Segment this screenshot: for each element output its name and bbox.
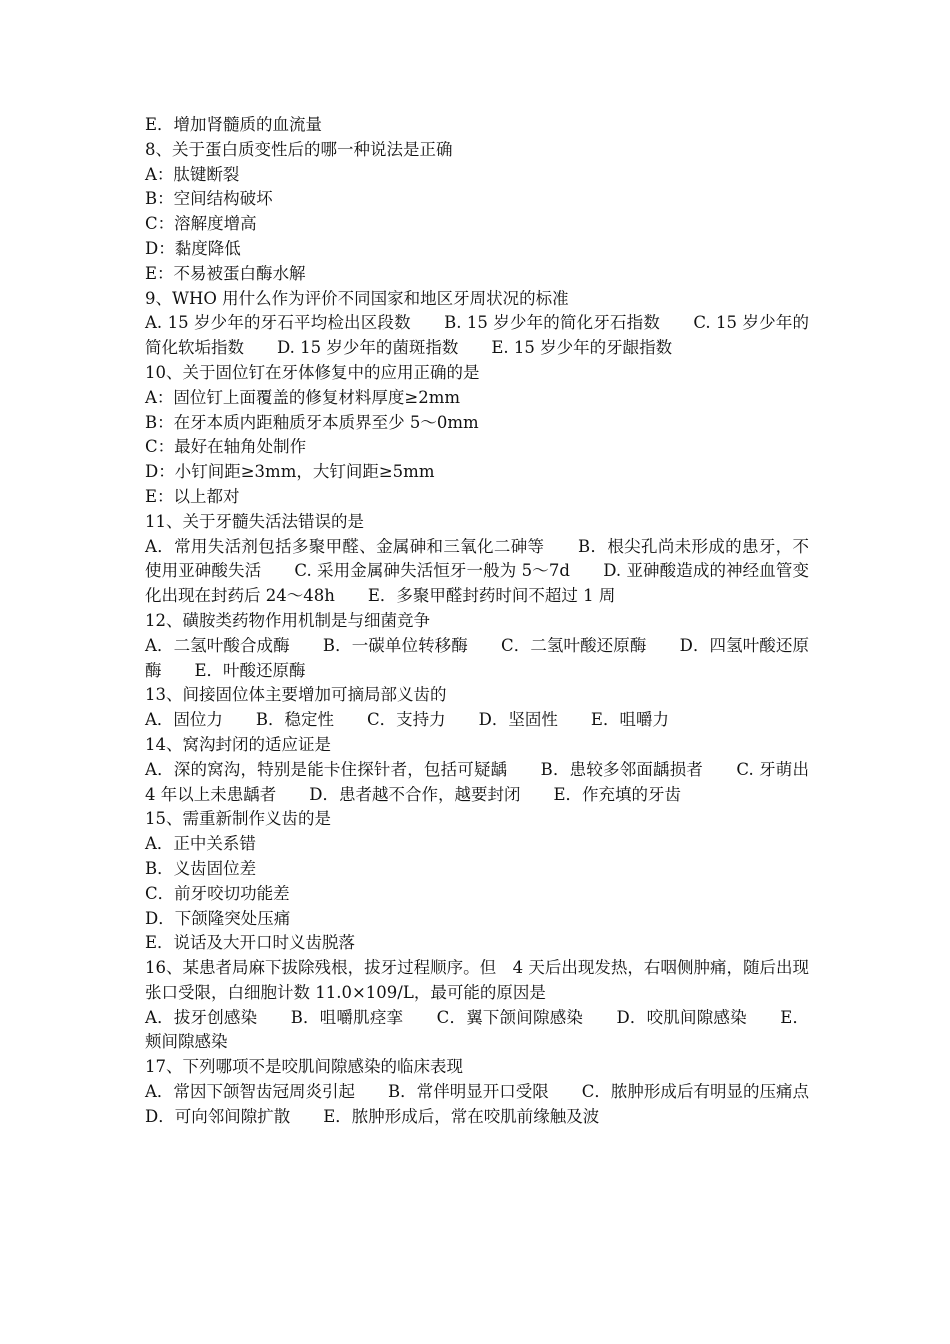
option-line: B．义齿固位差: [145, 858, 257, 878]
question-12: 12、磺胺类药物作用机制是与细菌竞争: [145, 610, 430, 630]
question-9: 9、WHO 用什么作为评价不同国家和地区牙周状况的标准: [145, 288, 569, 308]
question-13: 13、间接固位体主要增加可摘局部义齿的: [145, 685, 447, 705]
option-line: D：黏度降低: [145, 238, 241, 258]
option-line: E：以上都对: [145, 486, 240, 506]
option-line: B：空间结构破坏: [145, 189, 273, 209]
option-line: A：固位钉上面覆盖的修复材料厚度≥2mm: [145, 387, 461, 407]
document-page: [145, 113, 842, 1130]
question-10: 10、关于固位钉在牙体修复中的应用正确的是: [145, 362, 480, 382]
option-line: B：在牙本质内距釉质牙本质界至少 5～0mm: [145, 412, 479, 432]
options-paragraph: A．深的窝沟，特别是能卡住探针者，包括可疑龋 B．患较多邻面龋损者 C. 牙萌出 4 年以上未患龋者 D．患者越不合作，越要封闭 E．作充填的牙齿: [145, 759, 815, 804]
option-line: D：小钉间距≥3mm，大钉间距≥5mm: [145, 462, 435, 482]
options-paragraph: A．二氢叶酸合成酶 B．一碳单位转移酶 C．二氢叶酸还原酶 D．四氢叶酸还原酶 E．叶酸还原酶: [145, 635, 809, 680]
option-line: C：溶解度增高: [145, 214, 257, 234]
option-line: E．增加肾髓质的血流量: [145, 115, 323, 134]
question-15: 15、需重新制作义齿的是: [145, 809, 331, 829]
options-paragraph: A．常用失活剂包括多聚甲醛、金属砷和三氧化二砷等 B．根尖孔尚未形成的患牙，不使用亚砷酸失活 C. 采用金属砷失活恒牙一般为 5～7d D. 亚砷酸造成的神经血管变化出现在封药后 24～48h E．多聚甲醛封药时间不超过 1 周: [145, 536, 809, 606]
question-16: 16、某患者局麻下拔除残根，拔牙过程顺序。但 4 天后出现发热，右咽侧肿痛，随后出现张口受限，白细胞计数 11.0×109/L，最可能的原因是: [145, 958, 809, 1002]
option-line: C：最好在轴角处制作: [145, 437, 307, 457]
options-paragraph: A．常因下颌智齿冠周炎引起 B．常伴明显开口受限 C．脓肿形成后有明显的压痛点 D．可向邻间隙扩散 E．脓肿形成后，常在咬肌前缘触及波: [145, 1082, 842, 1126]
options-paragraph: A．固位力 B．稳定性 C．支持力 D．坚固性 E．咀嚼力: [145, 710, 669, 730]
question-8: 8、关于蛋白质变性后的哪一种说法是正确: [145, 139, 453, 159]
options-paragraph: A．拔牙创感染 B．咀嚼肌痉挛 C．翼下颌间隙感染 D．咬肌间隙感染 E．颊间隙感染: [145, 1007, 809, 1052]
question-11: 11、关于牙髓失活法错误的是: [145, 511, 364, 531]
option-line: E：不易被蛋白酶水解: [145, 263, 306, 283]
option-line: E．说话及大开口时义齿脱落: [145, 933, 356, 953]
option-line: A．正中关系错: [145, 834, 256, 854]
options-paragraph: A. 15 岁少年的牙石平均检出区段数 B. 15 岁少年的简化牙石指数 C. 15 岁少年的简化软垢指数 D. 15 岁少年的菌斑指数 E. 15 岁少年的牙龈指数: [145, 313, 809, 358]
option-line: D．下颌隆突处压痛: [145, 908, 291, 928]
option-line: C．前牙咬切功能差: [145, 883, 290, 903]
question-17: 17、下列哪项不是咬肌间隙感染的临床表现: [145, 1057, 463, 1077]
question-14: 14、窝沟封闭的适应证是: [145, 734, 331, 754]
option-line: A：肽键断裂: [145, 164, 240, 184]
